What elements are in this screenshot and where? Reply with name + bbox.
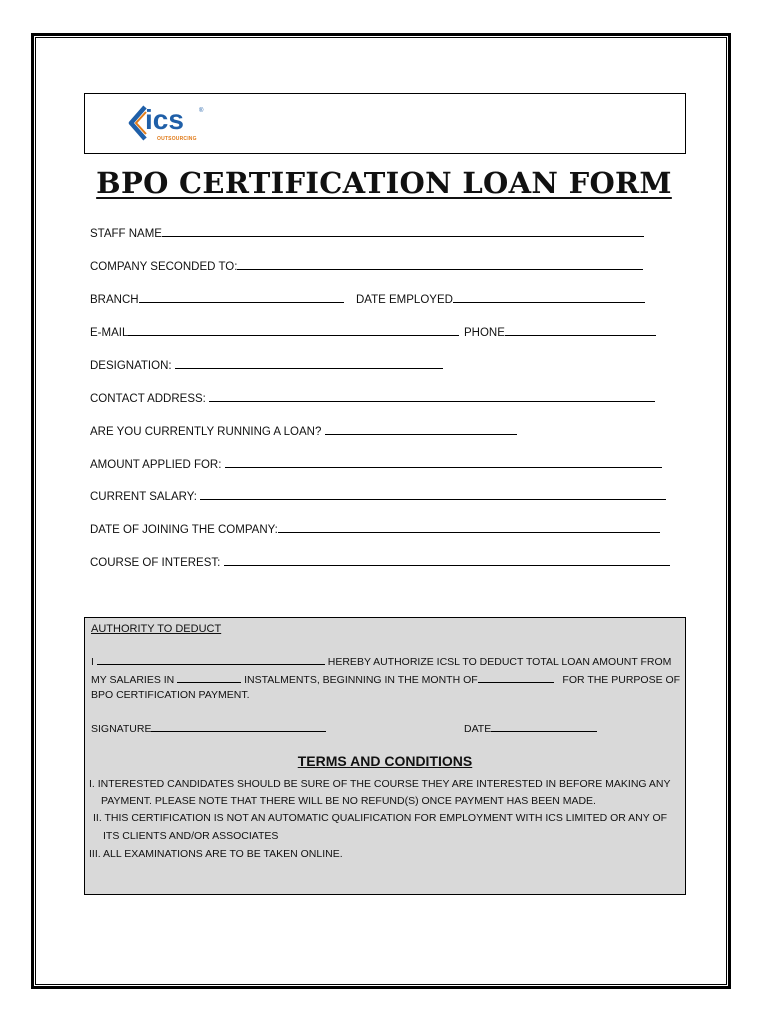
email-field[interactable] xyxy=(90,324,459,340)
contact-address-line[interactable] xyxy=(209,390,655,402)
term-1a: I. INTERESTED CANDIDATES SHOULD BE SURE OF THE COURSE THEY ARE INTERESTED IN BEFORE MAKING ANY xyxy=(89,778,671,790)
amount-field[interactable] xyxy=(90,456,662,472)
deduct-date-field[interactable] xyxy=(464,721,597,736)
form-title: BPO CERTIFICATION LOAN FORM xyxy=(96,166,672,200)
date-employed-line[interactable] xyxy=(453,291,645,303)
deduct-heading: AUTHORITY TO DEDUCT xyxy=(91,623,222,635)
ics-logo xyxy=(127,102,211,144)
email-label: E-MAIL xyxy=(90,327,129,339)
salary-field[interactable] xyxy=(90,488,666,504)
deduct-name-line[interactable] xyxy=(97,654,325,665)
term-1b: PAYMENT. PLEASE NOTE THAT THERE WILL BE NO REFUND(S) ONCE PAYMENT HAS BEEN MADE. xyxy=(101,795,596,807)
branch-label: BRANCH xyxy=(90,294,139,306)
deduct-line-1 xyxy=(91,654,671,669)
terms-heading: TERMS AND CONDITIONS xyxy=(297,753,473,769)
deduct-date-label: DATE xyxy=(464,723,492,735)
date-joining-line[interactable] xyxy=(278,521,660,533)
company-line[interactable] xyxy=(237,258,643,270)
salary-line[interactable] xyxy=(200,488,666,500)
signature-field[interactable] xyxy=(91,721,326,736)
company-label: COMPANY SECONDED TO: xyxy=(90,261,238,273)
deduct-date-line[interactable] xyxy=(491,721,597,732)
branch-field[interactable] xyxy=(90,291,344,307)
running-loan-field[interactable] xyxy=(90,423,517,439)
course-field[interactable] xyxy=(90,554,670,570)
month-line[interactable] xyxy=(478,672,554,683)
staff-name-label: STAFF NAME xyxy=(90,228,162,240)
running-loan-line[interactable] xyxy=(325,423,517,435)
branch-line[interactable] xyxy=(139,291,344,303)
salary-label: CURRENT SALARY: xyxy=(90,491,197,503)
deduct-line1-text: HEREBY AUTHORIZE ICSL TO DEDUCT TOTAL LOAN AMOUNT FROM xyxy=(327,656,672,668)
date-joining-label: DATE OF JOINING THE COMPANY: xyxy=(90,524,278,536)
phone-line[interactable] xyxy=(505,324,656,336)
email-line[interactable] xyxy=(128,324,459,336)
deduct-i-label: I xyxy=(91,656,94,668)
phone-label: PHONE xyxy=(464,327,505,339)
logo-registered-mark: ® xyxy=(199,108,204,114)
amount-label: AMOUNT APPLIED FOR: xyxy=(90,459,222,471)
designation-label: DESIGNATION: xyxy=(90,360,172,372)
amount-line[interactable] xyxy=(225,456,662,468)
staff-name-field[interactable] xyxy=(90,225,644,241)
deduct-line-3: BPO CERTIFICATION PAYMENT. xyxy=(91,689,250,701)
logo-subtext: OUTSOURCING xyxy=(157,136,197,142)
date-employed-label: DATE EMPLOYED xyxy=(356,294,453,306)
instalments-line[interactable] xyxy=(177,672,241,683)
date-employed-field[interactable] xyxy=(356,291,645,307)
contact-address-label: CONTACT ADDRESS: xyxy=(90,393,206,405)
deduct-line2-a: MY SALARIES IN xyxy=(91,674,175,686)
date-joining-field[interactable] xyxy=(90,521,660,537)
course-line[interactable] xyxy=(224,554,670,566)
designation-line[interactable] xyxy=(175,357,443,369)
logo-text: ics xyxy=(145,104,184,135)
course-label: COURSE OF INTEREST: xyxy=(90,557,221,569)
signature-label: SIGNATURE xyxy=(91,723,152,735)
designation-field[interactable] xyxy=(90,357,443,373)
logo-header xyxy=(84,93,686,154)
term-2a: II. THIS CERTIFICATION IS NOT AN AUTOMATIC QUALIFICATION FOR EMPLOYMENT WITH ICS LIMITED OR ANY OF xyxy=(93,812,668,824)
signature-line[interactable] xyxy=(151,721,326,732)
authority-to-deduct-box xyxy=(84,617,686,895)
staff-name-line[interactable] xyxy=(162,225,644,237)
contact-address-field[interactable] xyxy=(90,390,655,406)
term-3: III. ALL EXAMINATIONS ARE TO BE TAKEN ONLINE. xyxy=(89,848,343,860)
phone-field[interactable] xyxy=(464,324,656,340)
deduct-line2-c: FOR THE PURPOSE OF xyxy=(562,674,681,686)
deduct-line-2 xyxy=(91,672,680,687)
term-2b: ITS CLIENTS AND/OR ASSOCIATES xyxy=(103,830,279,842)
company-field[interactable] xyxy=(90,258,643,274)
deduct-line2-b: INSTALMENTS, BEGINNING IN THE MONTH OF xyxy=(244,674,478,686)
running-loan-label: ARE YOU CURRENTLY RUNNING A LOAN? xyxy=(90,426,322,438)
